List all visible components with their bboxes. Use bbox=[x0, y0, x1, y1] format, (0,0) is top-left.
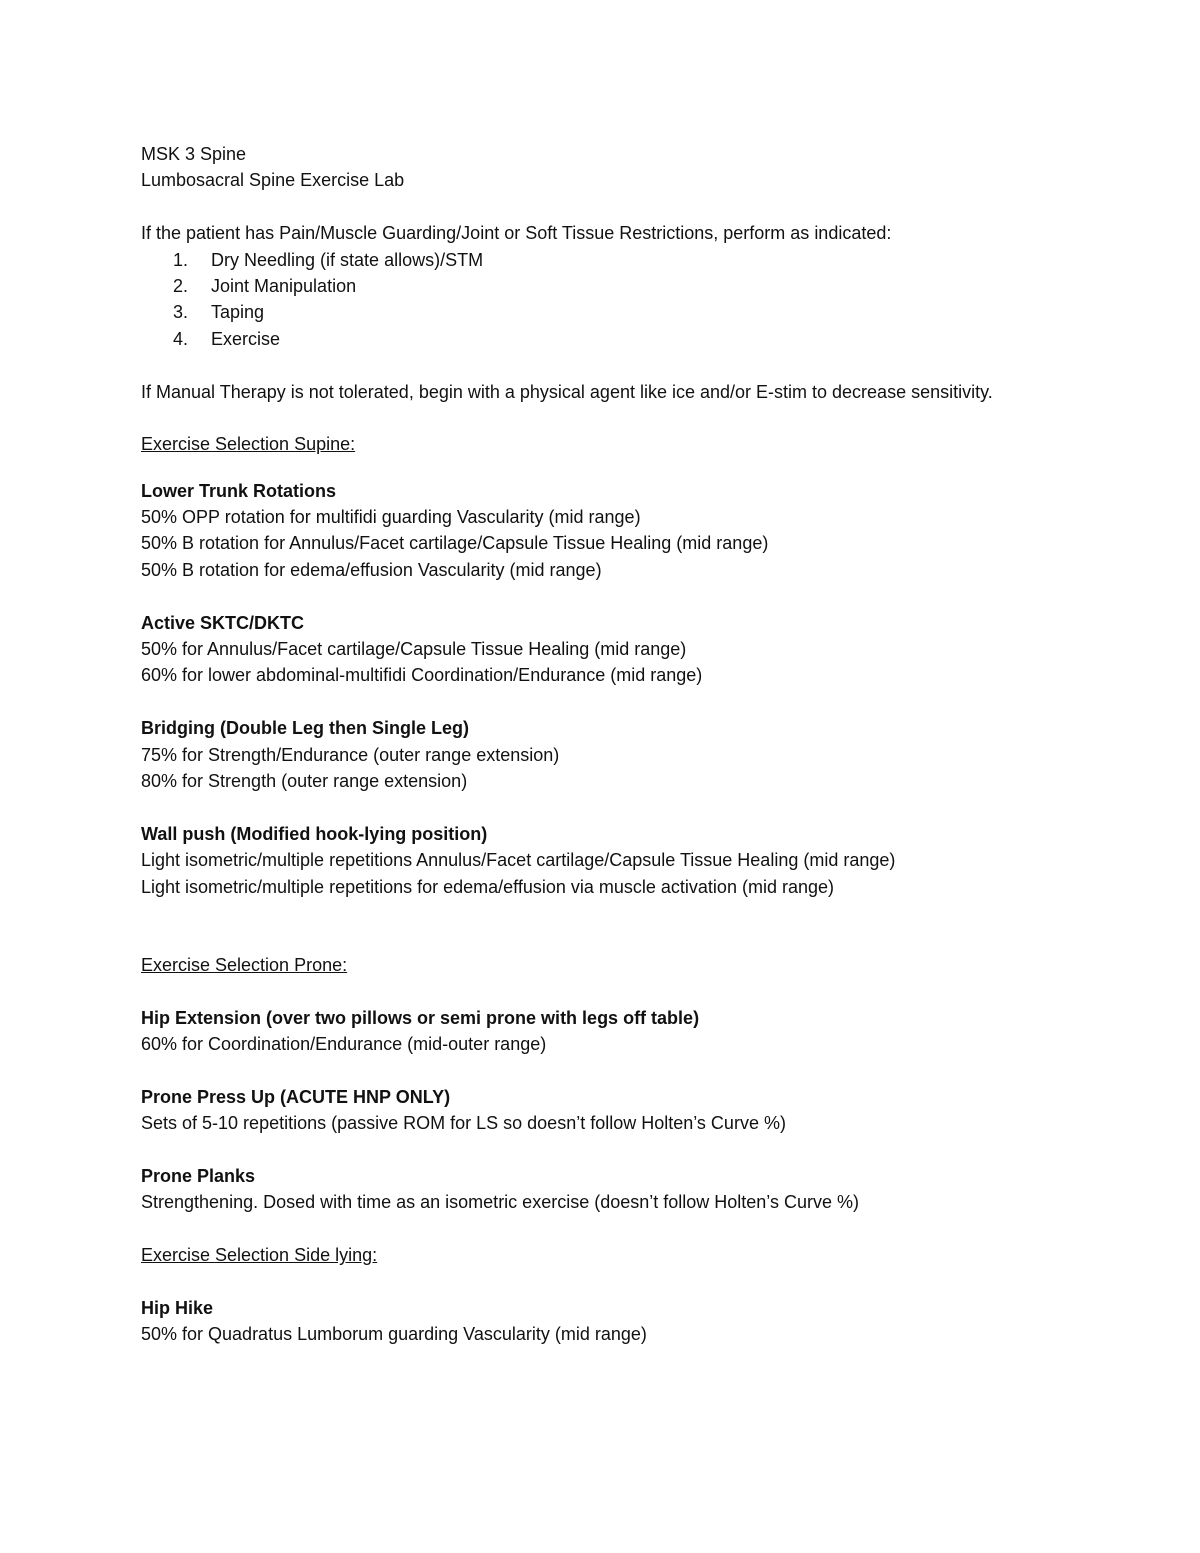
supine-heading: Exercise Selection Supine: bbox=[141, 434, 356, 455]
section-title-lower-trunk-rotations: Lower Trunk Rotations bbox=[141, 480, 337, 501]
list-item: 1. Dry Needling (if state allows)/STM bbox=[173, 249, 484, 270]
section-title-hip-hike: Hip Hike bbox=[141, 1298, 214, 1319]
intro-text: If the patient has Pain/Muscle Guarding/Joint or Soft Tissue Restrictions, perform as indicated: bbox=[141, 223, 892, 244]
dosage-line: 60% for lower abdominal-multifidi Coordination/Endurance (mid range) bbox=[141, 665, 703, 686]
treatment-steps-list bbox=[141, 247, 1061, 353]
dosage-line: 50% B rotation for edema/effusion Vascularity (mid range) bbox=[141, 559, 602, 580]
manual-therapy-note: If Manual Therapy is not tolerated, begin with a physical agent like ice and/or E-stim to decrease sensitivity. bbox=[141, 381, 993, 402]
section-title-prone-press-up: Prone Press Up (ACUTE HNP ONLY) bbox=[141, 1086, 451, 1107]
dosage-line: 75% for Strength/Endurance (outer range extension) bbox=[141, 744, 560, 765]
section-title-active-sktc: Active SKTC/DKTC bbox=[141, 612, 305, 633]
section-title-wall-push: Wall push (Modified hook-lying position) bbox=[141, 823, 488, 844]
section-title-bridging: Bridging (Double Leg then Single Leg) bbox=[141, 718, 469, 739]
dosage-line: Sets of 5-10 repetitions (passive ROM for LS so doesn’t follow Holten’s Curve %) bbox=[141, 1113, 786, 1134]
list-item: 4. Exercise bbox=[173, 328, 281, 349]
dosage-line: 50% B rotation for Annulus/Facet cartilage/Capsule Tissue Healing (mid range) bbox=[141, 533, 769, 554]
dosage-line: 50% for Quadratus Lumborum guarding Vascularity (mid range) bbox=[141, 1324, 647, 1345]
dosage-line: 60% for Coordination/Endurance (mid-outer range) bbox=[141, 1034, 547, 1055]
dosage-line: 50% OPP rotation for multifidi guarding Vascularity (mid range) bbox=[141, 507, 641, 528]
side-lying-heading: Exercise Selection Side lying: bbox=[141, 1245, 378, 1266]
list-item: 2. Joint Manipulation bbox=[173, 275, 357, 296]
prone-heading: Exercise Selection Prone: bbox=[141, 954, 348, 975]
dosage-line: Light isometric/multiple repetitions Annulus/Facet cartilage/Capsule Tissue Healing (mid range) bbox=[141, 850, 896, 871]
list-item: 3. Taping bbox=[173, 302, 265, 323]
document-page bbox=[141, 141, 1061, 1348]
course-title: MSK 3 Spine bbox=[141, 144, 247, 164]
dosage-line: Strengthening. Dosed with time as an isometric exercise (doesn’t follow Holten’s Curve %) bbox=[141, 1192, 859, 1213]
section-title-hip-extension: Hip Extension (over two pillows or semi prone with legs off table) bbox=[141, 1007, 700, 1028]
lab-title: Lumbosacral Spine Exercise Lab bbox=[141, 170, 405, 191]
dosage-line: Light isometric/multiple repetitions for edema/effusion via muscle activation (mid range) bbox=[141, 876, 834, 897]
section-title-prone-planks: Prone Planks bbox=[141, 1166, 256, 1187]
dosage-line: 50% for Annulus/Facet cartilage/Capsule Tissue Healing (mid range) bbox=[141, 639, 687, 660]
dosage-line: 80% for Strength (outer range extension) bbox=[141, 771, 468, 791]
